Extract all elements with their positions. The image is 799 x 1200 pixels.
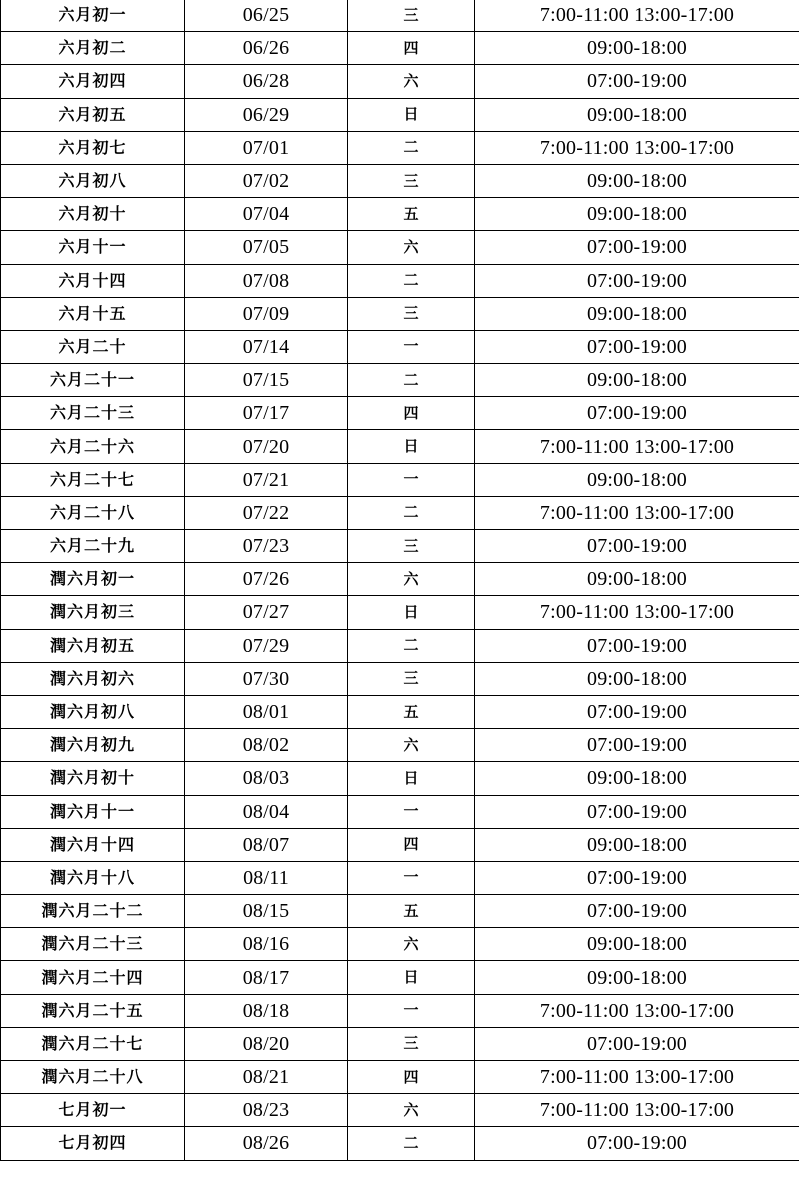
lunar-date-cell: 六月二十	[1, 330, 185, 363]
opening-hours-cell: 09:00-18:00	[475, 961, 799, 994]
lunar-date-cell: 潤六月十八	[1, 861, 185, 894]
table-row	[1, 0, 799, 32]
solar-date-cell: 07/20	[185, 430, 348, 463]
lunar-date-cell: 潤六月二十七	[1, 1027, 185, 1060]
solar-date-cell: 08/01	[185, 695, 348, 728]
opening-hours-cell: 09:00-18:00	[475, 364, 799, 397]
opening-hours-cell: 09:00-18:00	[475, 32, 799, 65]
table-row	[1, 762, 799, 795]
opening-hours-cell: 07:00-19:00	[475, 330, 799, 363]
opening-hours-cell: 07:00-19:00	[475, 231, 799, 264]
weekday-cell: 五	[348, 695, 475, 728]
table-row	[1, 496, 799, 529]
opening-hours-cell: 07:00-19:00	[475, 861, 799, 894]
table-row	[1, 297, 799, 330]
lunar-date-cell: 潤六月初八	[1, 695, 185, 728]
weekday-cell: 一	[348, 994, 475, 1027]
lunar-date-cell: 潤六月二十二	[1, 895, 185, 928]
lunar-date-cell: 潤六月十四	[1, 828, 185, 861]
solar-date-cell: 07/15	[185, 364, 348, 397]
opening-hours-cell: 07:00-19:00	[475, 895, 799, 928]
table-row	[1, 662, 799, 695]
opening-hours-cell: 7:00-11:00 13:00-17:00	[475, 596, 799, 629]
solar-date-cell: 08/02	[185, 729, 348, 762]
solar-date-cell: 07/29	[185, 629, 348, 662]
opening-hours-cell: 09:00-18:00	[475, 198, 799, 231]
table-row	[1, 629, 799, 662]
weekday-cell: 三	[348, 0, 475, 32]
weekday-cell: 二	[348, 131, 475, 164]
lunar-date-cell: 六月初十	[1, 198, 185, 231]
table-row	[1, 231, 799, 264]
solar-date-cell: 07/14	[185, 330, 348, 363]
table-row	[1, 397, 799, 430]
weekday-cell: 日	[348, 596, 475, 629]
table-row	[1, 695, 799, 728]
weekday-cell: 三	[348, 530, 475, 563]
solar-date-cell: 07/23	[185, 530, 348, 563]
weekday-cell: 二	[348, 496, 475, 529]
opening-hours-cell: 07:00-19:00	[475, 65, 799, 98]
solar-date-cell: 07/09	[185, 297, 348, 330]
opening-hours-cell: 7:00-11:00 13:00-17:00	[475, 1061, 799, 1094]
weekday-cell: 二	[348, 364, 475, 397]
lunar-date-cell: 六月十一	[1, 231, 185, 264]
weekday-cell: 四	[348, 828, 475, 861]
weekday-cell: 二	[348, 264, 475, 297]
table-row	[1, 1094, 799, 1127]
lunar-date-cell: 六月初一	[1, 0, 185, 32]
solar-date-cell: 08/23	[185, 1094, 348, 1127]
lunar-date-cell: 六月十五	[1, 297, 185, 330]
table-row	[1, 1127, 799, 1160]
table-row	[1, 32, 799, 65]
lunar-date-cell: 潤六月二十四	[1, 961, 185, 994]
opening-hours-cell: 7:00-11:00 13:00-17:00	[475, 131, 799, 164]
weekday-cell: 日	[348, 430, 475, 463]
lunar-date-cell: 六月二十八	[1, 496, 185, 529]
solar-date-cell: 08/03	[185, 762, 348, 795]
weekday-cell: 三	[348, 297, 475, 330]
weekday-cell: 六	[348, 729, 475, 762]
solar-date-cell: 07/30	[185, 662, 348, 695]
solar-date-cell: 08/11	[185, 861, 348, 894]
table-row	[1, 98, 799, 131]
opening-hours-cell: 09:00-18:00	[475, 928, 799, 961]
lunar-date-cell: 潤六月初五	[1, 629, 185, 662]
weekday-cell: 日	[348, 961, 475, 994]
opening-hours-cell: 09:00-18:00	[475, 762, 799, 795]
opening-hours-cell: 09:00-18:00	[475, 828, 799, 861]
lunar-date-cell: 潤六月十一	[1, 795, 185, 828]
weekday-cell: 三	[348, 164, 475, 197]
solar-date-cell: 08/20	[185, 1027, 348, 1060]
lunar-date-cell: 潤六月二十三	[1, 928, 185, 961]
table-row	[1, 131, 799, 164]
opening-hours-cell: 7:00-11:00 13:00-17:00	[475, 0, 799, 32]
table-row	[1, 596, 799, 629]
solar-date-cell: 07/02	[185, 164, 348, 197]
solar-date-cell: 07/26	[185, 563, 348, 596]
weekday-cell: 六	[348, 928, 475, 961]
solar-date-cell: 07/08	[185, 264, 348, 297]
solar-date-cell: 07/04	[185, 198, 348, 231]
opening-hours-cell: 07:00-19:00	[475, 264, 799, 297]
solar-date-cell: 07/17	[185, 397, 348, 430]
lunar-date-cell: 七月初四	[1, 1127, 185, 1160]
opening-hours-cell: 09:00-18:00	[475, 164, 799, 197]
weekday-cell: 二	[348, 1127, 475, 1160]
table-row	[1, 1061, 799, 1094]
opening-hours-cell: 09:00-18:00	[475, 297, 799, 330]
table-row	[1, 330, 799, 363]
opening-hours-cell: 07:00-19:00	[475, 1127, 799, 1160]
solar-date-cell: 08/17	[185, 961, 348, 994]
lunar-date-cell: 七月初一	[1, 1094, 185, 1127]
table-row	[1, 364, 799, 397]
solar-date-cell: 08/18	[185, 994, 348, 1027]
solar-date-cell: 08/16	[185, 928, 348, 961]
lunar-date-cell: 六月二十一	[1, 364, 185, 397]
solar-date-cell: 08/07	[185, 828, 348, 861]
opening-hours-cell: 7:00-11:00 13:00-17:00	[475, 994, 799, 1027]
weekday-cell: 一	[348, 795, 475, 828]
weekday-cell: 五	[348, 895, 475, 928]
lunar-date-cell: 六月二十六	[1, 430, 185, 463]
weekday-cell: 四	[348, 32, 475, 65]
weekday-cell: 六	[348, 231, 475, 264]
table-row	[1, 164, 799, 197]
table-row	[1, 430, 799, 463]
table-row	[1, 729, 799, 762]
weekday-cell: 三	[348, 662, 475, 695]
schedule-body	[1, 0, 799, 1160]
lunar-date-cell: 六月二十九	[1, 530, 185, 563]
opening-hours-cell: 09:00-18:00	[475, 563, 799, 596]
solar-date-cell: 06/28	[185, 65, 348, 98]
solar-date-cell: 06/26	[185, 32, 348, 65]
opening-hours-cell: 07:00-19:00	[475, 1027, 799, 1060]
table-row	[1, 1027, 799, 1060]
solar-date-cell: 07/05	[185, 231, 348, 264]
solar-date-cell: 07/22	[185, 496, 348, 529]
lunar-date-cell: 六月初二	[1, 32, 185, 65]
opening-hours-cell: 7:00-11:00 13:00-17:00	[475, 496, 799, 529]
weekday-cell: 五	[348, 198, 475, 231]
table-row	[1, 530, 799, 563]
solar-date-cell: 07/27	[185, 596, 348, 629]
weekday-cell: 六	[348, 563, 475, 596]
solar-date-cell: 08/26	[185, 1127, 348, 1160]
weekday-cell: 日	[348, 98, 475, 131]
weekday-cell: 三	[348, 1027, 475, 1060]
opening-hours-cell: 07:00-19:00	[475, 795, 799, 828]
table-row	[1, 961, 799, 994]
opening-hours-cell: 07:00-19:00	[475, 629, 799, 662]
lunar-date-cell: 潤六月初六	[1, 662, 185, 695]
solar-date-cell: 08/04	[185, 795, 348, 828]
lunar-date-cell: 六月二十三	[1, 397, 185, 430]
lunar-date-cell: 六月初八	[1, 164, 185, 197]
table-row	[1, 795, 799, 828]
table-row	[1, 65, 799, 98]
opening-hours-cell: 07:00-19:00	[475, 729, 799, 762]
solar-date-cell: 06/29	[185, 98, 348, 131]
solar-date-cell: 08/15	[185, 895, 348, 928]
opening-hours-cell: 07:00-19:00	[475, 695, 799, 728]
solar-date-cell: 07/01	[185, 131, 348, 164]
weekday-cell: 一	[348, 463, 475, 496]
solar-date-cell: 06/25	[185, 0, 348, 32]
lunar-date-cell: 潤六月初九	[1, 729, 185, 762]
lunar-date-cell: 六月初四	[1, 65, 185, 98]
weekday-cell: 一	[348, 330, 475, 363]
opening-hours-cell: 07:00-19:00	[475, 397, 799, 430]
weekday-cell: 六	[348, 1094, 475, 1127]
weekday-cell: 二	[348, 629, 475, 662]
weekday-cell: 日	[348, 762, 475, 795]
weekday-cell: 四	[348, 1061, 475, 1094]
lunar-date-cell: 潤六月初十	[1, 762, 185, 795]
table-row	[1, 895, 799, 928]
opening-hours-cell: 7:00-11:00 13:00-17:00	[475, 1094, 799, 1127]
table-row	[1, 994, 799, 1027]
lunar-date-cell: 潤六月初一	[1, 563, 185, 596]
lunar-date-cell: 六月初五	[1, 98, 185, 131]
weekday-cell: 六	[348, 65, 475, 98]
opening-hours-cell: 09:00-18:00	[475, 662, 799, 695]
lunar-date-cell: 潤六月初三	[1, 596, 185, 629]
solar-date-cell: 08/21	[185, 1061, 348, 1094]
lunar-date-cell: 潤六月二十五	[1, 994, 185, 1027]
table-row	[1, 928, 799, 961]
table-row	[1, 463, 799, 496]
opening-hours-cell: 07:00-19:00	[475, 530, 799, 563]
opening-hours-cell: 7:00-11:00 13:00-17:00	[475, 430, 799, 463]
lunar-date-cell: 六月十四	[1, 264, 185, 297]
table-row	[1, 563, 799, 596]
table-row	[1, 861, 799, 894]
weekday-cell: 一	[348, 861, 475, 894]
solar-date-cell: 07/21	[185, 463, 348, 496]
opening-hours-cell: 09:00-18:00	[475, 463, 799, 496]
weekday-cell: 四	[348, 397, 475, 430]
table-row	[1, 828, 799, 861]
opening-hours-cell: 09:00-18:00	[475, 98, 799, 131]
table-row	[1, 264, 799, 297]
table-row	[1, 198, 799, 231]
lunar-date-cell: 潤六月二十八	[1, 1061, 185, 1094]
lunar-date-cell: 六月二十七	[1, 463, 185, 496]
lunar-date-cell: 六月初七	[1, 131, 185, 164]
